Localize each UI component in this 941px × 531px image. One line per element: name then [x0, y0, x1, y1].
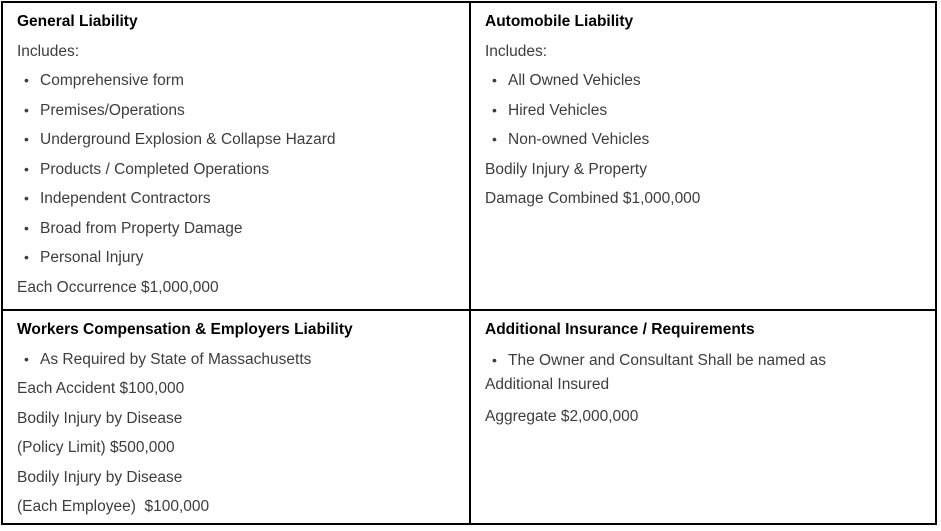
text-line: Each Accident $100,000: [17, 380, 185, 397]
bullet-item: [485, 348, 890, 397]
bullet-item: [17, 155, 459, 185]
text-line: Includes:: [485, 42, 548, 60]
text-line: Each Occurrence $1,000,000: [17, 278, 219, 296]
cell-body-general-liability: [17, 37, 459, 303]
text-line: (Policy Limit) $500,000: [17, 439, 175, 456]
bullet-text: All Owned Vehicles: [508, 72, 641, 89]
bullet-text: As Required by State of Massachusetts: [40, 350, 312, 368]
bullet-text: Products / Completed Operations: [40, 160, 270, 178]
bullet-item: [17, 125, 459, 155]
bullet-icon: •: [24, 72, 29, 88]
text-line: (Each Employee) $100,000: [17, 498, 210, 515]
bullet-item: [17, 184, 459, 214]
bullet-item: [485, 96, 925, 126]
bullet-item: [17, 96, 459, 126]
cell-automobile-liability: [471, 3, 935, 311]
bullet-icon: •: [492, 72, 497, 88]
bullet-icon: •: [24, 249, 29, 265]
cell-heading-general-liability: General Liability: [17, 13, 138, 30]
text-line: Bodily Injury by Disease: [17, 468, 183, 486]
bullet-text: Underground Explosion & Collapse Hazard: [40, 131, 336, 148]
cell-body-automobile-liability: [485, 37, 925, 214]
bullet-text: Hired Vehicles: [508, 101, 608, 119]
bullet-text: The Owner and Consultant Shall be named as Additional Insured: [485, 351, 830, 393]
bullet-item: [17, 66, 459, 96]
bullet-item: [485, 66, 925, 96]
cell-heading-automobile-liability: Automobile Liability: [485, 13, 634, 30]
bullet-text: Broad from Property Damage: [40, 219, 243, 237]
cell-workers-compensation: [3, 311, 471, 523]
cell-body-additional-insurance: [485, 348, 925, 432]
bullet-icon: •: [492, 131, 497, 147]
cell-heading-additional-insurance: Additional Insurance / Requirements: [485, 321, 755, 338]
bullet-text: Personal Injury: [40, 249, 144, 266]
text-line: Bodily Injury by Disease: [17, 409, 183, 427]
bullet-icon: •: [24, 219, 29, 236]
text-line: Bodily Injury & Property: [485, 160, 647, 178]
table-grid: [1, 1, 937, 525]
cell-additional-insurance: [471, 311, 935, 523]
bullet-item: [17, 345, 459, 375]
bullet-icon: •: [492, 351, 497, 368]
bullet-item: [17, 243, 459, 273]
bullet-icon: •: [24, 131, 29, 147]
bullet-icon: •: [24, 160, 29, 177]
bullet-icon: •: [492, 101, 497, 118]
bullet-text: Independent Contractors: [40, 190, 211, 207]
cell-heading-workers-compensation: Workers Compensation & Employers Liability: [17, 321, 353, 338]
bullet-item: [17, 214, 459, 244]
cell-general-liability: [3, 3, 471, 311]
bullet-item: [485, 125, 925, 155]
bullet-icon: •: [24, 101, 29, 118]
text-line: Includes:: [17, 42, 80, 60]
cell-body-workers-compensation: [17, 345, 459, 522]
text-line: Damage Combined $1,000,000: [485, 190, 701, 207]
bullet-icon: •: [24, 190, 29, 206]
text-line: Aggregate $2,000,000: [485, 407, 639, 425]
bullet-icon: •: [24, 350, 29, 367]
bullet-text: Comprehensive form: [40, 72, 184, 89]
bullet-text: Premises/Operations: [40, 101, 185, 119]
bullet-text: Non-owned Vehicles: [508, 131, 650, 148]
